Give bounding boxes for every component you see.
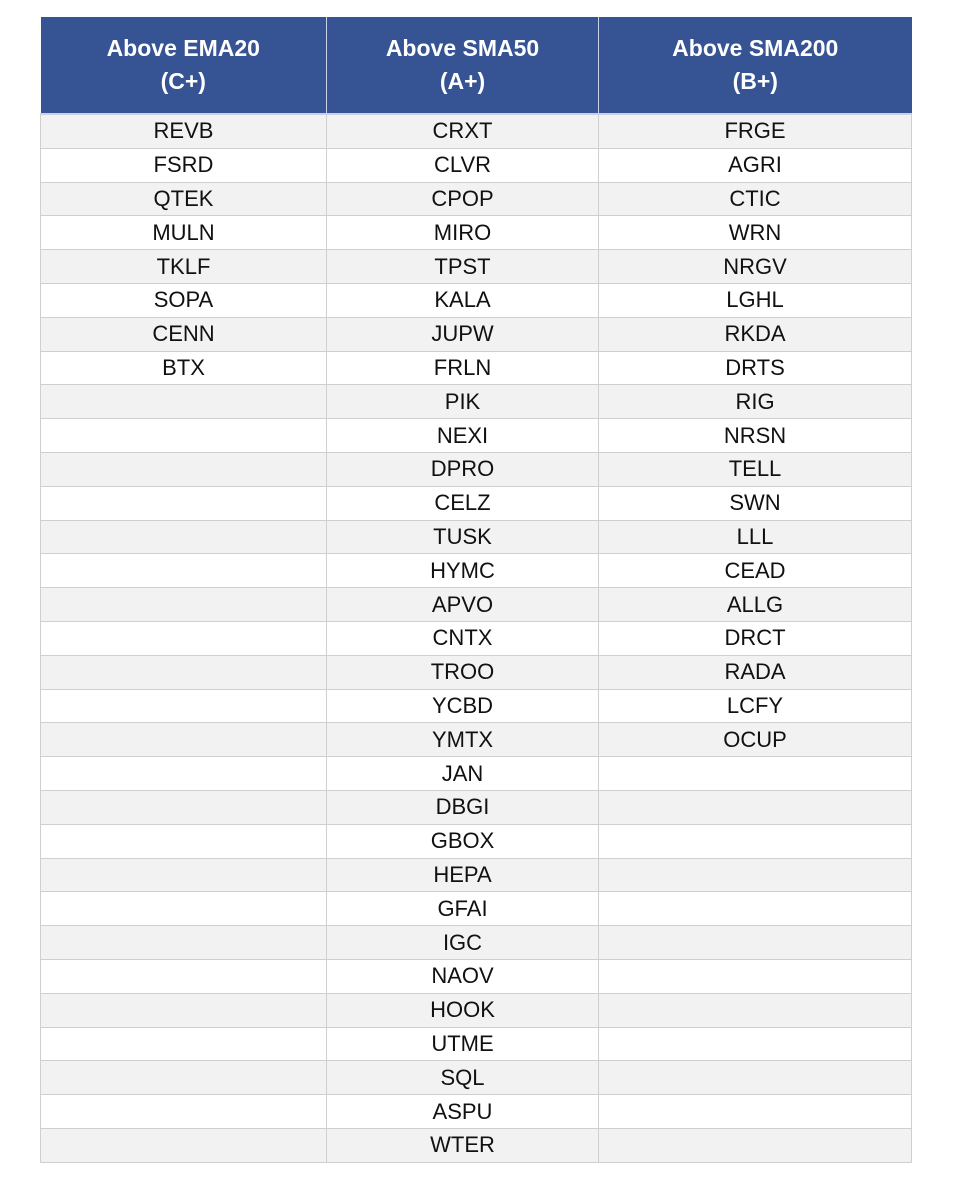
ticker-cell-sma50: MIRO — [327, 216, 599, 250]
table-row — [41, 824, 912, 858]
ticker-cell-sma200: RKDA — [599, 317, 912, 351]
table-header — [41, 17, 912, 114]
ticker-cell-sma200: NRGV — [599, 250, 912, 284]
ticker-cell-sma50: ASPU — [327, 1095, 599, 1129]
ticker-cell-sma200 — [599, 993, 912, 1027]
table-row — [41, 959, 912, 993]
column-title-sma50: Above SMA50 — [385, 35, 540, 61]
ticker-cell-sma200: WRN — [599, 216, 912, 250]
ticker-cell-ema20 — [41, 1061, 327, 1095]
ticker-cell-ema20 — [41, 1027, 327, 1061]
ticker-cell-ema20: TKLF — [41, 250, 327, 284]
ticker-cell-sma200: RIG — [599, 385, 912, 419]
ticker-cell-sma50: WTER — [327, 1128, 599, 1162]
table-row — [41, 1095, 912, 1129]
ticker-cell-sma50: PIK — [327, 385, 599, 419]
screener-table — [40, 17, 912, 1163]
table-row — [41, 114, 912, 148]
ticker-cell-sma50: FRLN — [327, 351, 599, 385]
table-row — [41, 993, 912, 1027]
ticker-cell-ema20 — [41, 621, 327, 655]
ticker-cell-sma50: CELZ — [327, 486, 599, 520]
table-row — [41, 892, 912, 926]
table-row — [41, 588, 912, 622]
table-row — [41, 385, 912, 419]
table-row — [41, 1061, 912, 1095]
ticker-cell-sma200: OCUP — [599, 723, 912, 757]
column-header-sma50 — [327, 17, 599, 114]
ticker-cell-ema20 — [41, 1095, 327, 1129]
ticker-cell-ema20 — [41, 790, 327, 824]
header-row — [41, 17, 912, 114]
table-row — [41, 216, 912, 250]
ticker-cell-sma200: LCFY — [599, 689, 912, 723]
ticker-cell-ema20 — [41, 892, 327, 926]
column-grade-ema20: (C+) — [160, 68, 206, 94]
ticker-cell-sma50: CRXT — [327, 114, 599, 148]
ticker-cell-sma200: CEAD — [599, 554, 912, 588]
ticker-cell-sma200 — [599, 757, 912, 791]
ticker-cell-ema20 — [41, 554, 327, 588]
ticker-cell-sma50: HYMC — [327, 554, 599, 588]
ticker-cell-sma50: CLVR — [327, 148, 599, 182]
ticker-cell-sma200: RADA — [599, 655, 912, 689]
ticker-cell-sma50: NEXI — [327, 419, 599, 453]
ticker-cell-ema20: FSRD — [41, 148, 327, 182]
table-row — [41, 486, 912, 520]
ticker-cell-sma50: JAN — [327, 757, 599, 791]
screener-table-container — [40, 17, 911, 1163]
table-row — [41, 317, 912, 351]
ticker-cell-sma200 — [599, 926, 912, 960]
ticker-cell-sma50: DBGI — [327, 790, 599, 824]
ticker-cell-ema20 — [41, 385, 327, 419]
ticker-cell-ema20 — [41, 926, 327, 960]
table-row — [41, 283, 912, 317]
ticker-cell-sma50: SQL — [327, 1061, 599, 1095]
table-row — [41, 520, 912, 554]
table-row — [41, 926, 912, 960]
ticker-cell-ema20 — [41, 520, 327, 554]
ticker-cell-sma200: SWN — [599, 486, 912, 520]
ticker-cell-ema20: MULN — [41, 216, 327, 250]
ticker-cell-sma200 — [599, 1061, 912, 1095]
ticker-cell-sma200 — [599, 959, 912, 993]
ticker-cell-sma200: NRSN — [599, 419, 912, 453]
ticker-cell-ema20 — [41, 1128, 327, 1162]
ticker-cell-sma200: ALLG — [599, 588, 912, 622]
ticker-cell-sma200 — [599, 1128, 912, 1162]
ticker-cell-sma50: HOOK — [327, 993, 599, 1027]
ticker-cell-ema20 — [41, 588, 327, 622]
column-header-ema20 — [41, 17, 327, 114]
table-row — [41, 182, 912, 216]
ticker-cell-ema20 — [41, 723, 327, 757]
table-row — [41, 452, 912, 486]
ticker-cell-ema20 — [41, 959, 327, 993]
column-title-ema20: Above EMA20 — [106, 35, 260, 61]
ticker-cell-ema20: QTEK — [41, 182, 327, 216]
ticker-cell-sma200: LGHL — [599, 283, 912, 317]
column-grade-sma50: (A+) — [439, 68, 486, 94]
table-row — [41, 250, 912, 284]
table-row — [41, 723, 912, 757]
ticker-cell-ema20 — [41, 993, 327, 1027]
ticker-cell-sma200 — [599, 790, 912, 824]
ticker-cell-sma50: DPRO — [327, 452, 599, 486]
ticker-cell-sma200 — [599, 858, 912, 892]
ticker-cell-sma50: TROO — [327, 655, 599, 689]
ticker-cell-ema20 — [41, 757, 327, 791]
ticker-cell-sma200: LLL — [599, 520, 912, 554]
ticker-cell-sma50: YMTX — [327, 723, 599, 757]
ticker-cell-sma50: APVO — [327, 588, 599, 622]
ticker-cell-sma200 — [599, 892, 912, 926]
ticker-cell-sma200: CTIC — [599, 182, 912, 216]
ticker-cell-sma50: GBOX — [327, 824, 599, 858]
table-row — [41, 351, 912, 385]
ticker-cell-sma50: YCBD — [327, 689, 599, 723]
ticker-cell-sma200 — [599, 1027, 912, 1061]
ticker-cell-ema20: REVB — [41, 114, 327, 148]
ticker-cell-ema20 — [41, 858, 327, 892]
ticker-cell-sma50: CNTX — [327, 621, 599, 655]
ticker-cell-sma50: KALA — [327, 283, 599, 317]
ticker-cell-sma200: FRGE — [599, 114, 912, 148]
ticker-cell-sma200 — [599, 1095, 912, 1129]
ticker-cell-sma50: GFAI — [327, 892, 599, 926]
column-grade-sma200: (B+) — [732, 68, 778, 94]
ticker-cell-ema20: BTX — [41, 351, 327, 385]
ticker-cell-sma50: TPST — [327, 250, 599, 284]
table-row — [41, 419, 912, 453]
table-row — [41, 148, 912, 182]
ticker-cell-sma50: JUPW — [327, 317, 599, 351]
table-body — [41, 114, 912, 1162]
ticker-cell-ema20 — [41, 486, 327, 520]
table-row — [41, 689, 912, 723]
table-row — [41, 1128, 912, 1162]
ticker-cell-ema20 — [41, 419, 327, 453]
ticker-cell-sma200: DRCT — [599, 621, 912, 655]
ticker-cell-ema20: SOPA — [41, 283, 327, 317]
table-row — [41, 858, 912, 892]
table-row — [41, 621, 912, 655]
table-row — [41, 790, 912, 824]
ticker-cell-ema20 — [41, 452, 327, 486]
table-row — [41, 554, 912, 588]
ticker-cell-sma50: CPOP — [327, 182, 599, 216]
ticker-cell-sma50: IGC — [327, 926, 599, 960]
column-title-sma200: Above SMA200 — [672, 35, 839, 61]
ticker-cell-sma200: AGRI — [599, 148, 912, 182]
ticker-cell-sma200: TELL — [599, 452, 912, 486]
ticker-cell-ema20 — [41, 824, 327, 858]
ticker-cell-sma200 — [599, 824, 912, 858]
ticker-cell-sma50: UTME — [327, 1027, 599, 1061]
ticker-cell-ema20 — [41, 655, 327, 689]
ticker-cell-ema20 — [41, 689, 327, 723]
table-row — [41, 655, 912, 689]
column-header-sma200 — [599, 17, 912, 114]
table-row — [41, 1027, 912, 1061]
ticker-cell-sma50: NAOV — [327, 959, 599, 993]
table-row — [41, 757, 912, 791]
ticker-cell-sma50: HEPA — [327, 858, 599, 892]
ticker-cell-ema20: CENN — [41, 317, 327, 351]
ticker-cell-sma50: TUSK — [327, 520, 599, 554]
ticker-cell-sma200: DRTS — [599, 351, 912, 385]
